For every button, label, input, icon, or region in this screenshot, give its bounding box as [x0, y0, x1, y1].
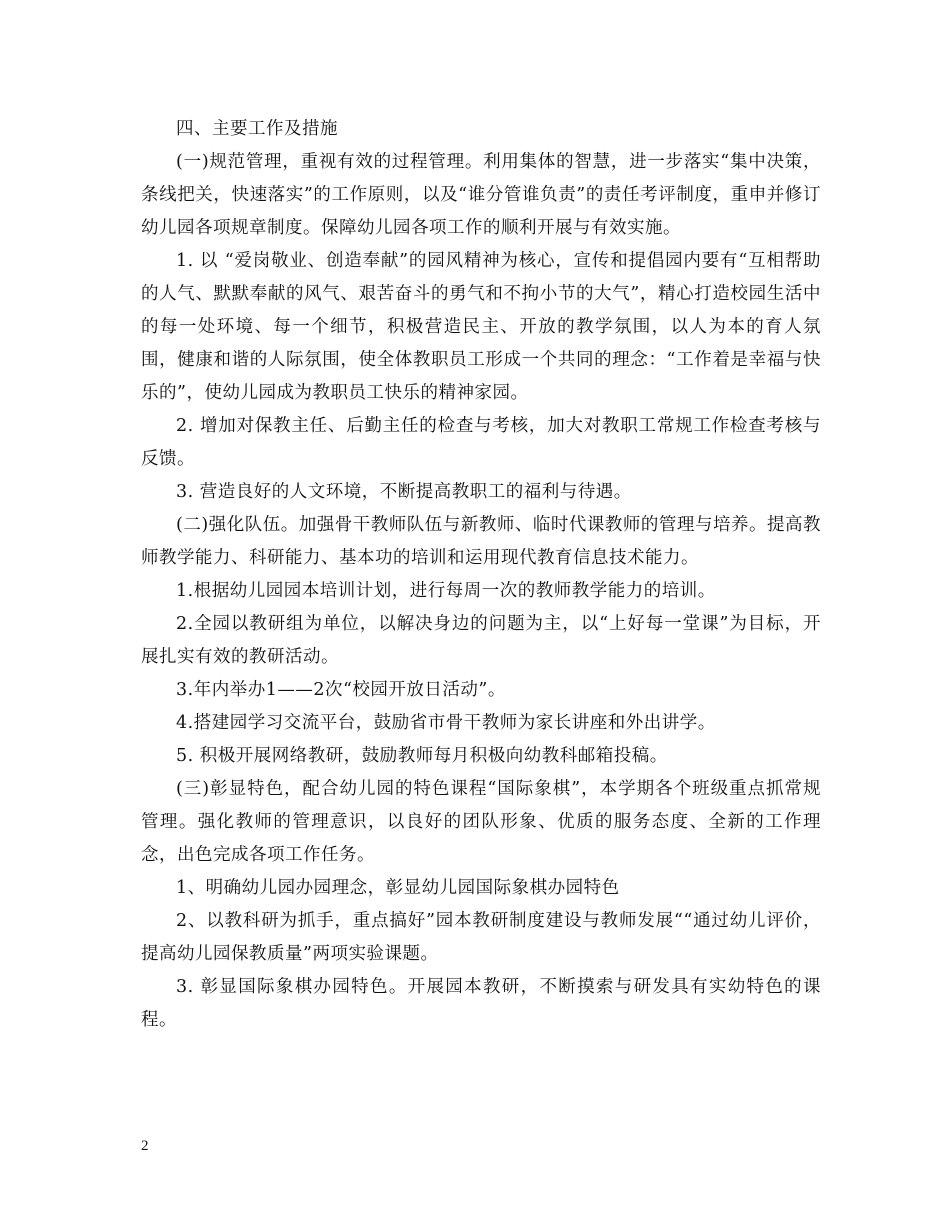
paragraph: (一)规范管理，重视有效的过程管理。利用集体的智慧，进一步落实“集中决策，条线把关，快速落实”的工作原则，以及“谁分管谁负责”的责任考评制度，重申并修订幼儿园各项规章制度。保障幼儿园各项工作的顺利开展与有效实施。 — [141, 152, 821, 238]
paragraph: 2. 增加对保教主任、后勤主任的检查与考核，加大对教职工常规工作检查考核与反馈。 — [141, 416, 821, 469]
paragraph: 3. 营造良好的人文环境，不断提高教职工的福利与待遇。 — [176, 482, 632, 502]
paragraph: 1. 以 “爱岗敬业、创造奉献”的园风精神为核心，宣传和提倡园内要有“互相帮助的人气、默默奉献的风气、艰苦奋斗的勇气和不拘小节的大气”，精心打造校园生活中的每一处环境、每一个细节，积极营造民主、开放的教学氛围，以人为本的育人氛围，健康和谐的人际氛围，使全体教职员工形成一个共同的理念：“工作着是幸福与快乐的”，使幼儿园成为教职员工快乐的精神家园。 — [141, 251, 821, 403]
paragraph: 5. 积极开展网络教研，鼓励教师每月积极向幼教科邮箱投稿。 — [176, 746, 668, 766]
paragraph: (二)强化队伍。加强骨干教师队伍与新教师、临时代课教师的管理与培养。提高教师教学能力、科研能力、基本功的培训和运用现代教育信息技术能力。 — [141, 515, 821, 568]
paragraph: 2、以教科研为抓手，重点搞好”园本教研制度建设与教师发展““通过幼儿评价，提高幼儿园保教质量”两项实验课题。 — [141, 911, 821, 964]
paragraph: (三)彰显特色，配合幼儿园的特色课程“国际象棋”，本学期各个班级重点抓常规管理。强化教师的管理意识，以良好的团队形象、优质的服务态度、全新的工作理念，出色完成各项工作任务。 — [141, 779, 821, 865]
document-body — [141, 113, 821, 1037]
paragraph: 3. 彰显国际象棋办园特色。开展园本教研，不断摸索与研发具有实幼特色的课程。 — [141, 977, 821, 1030]
paragraph: 1、明确幼儿园办园理念，彰显幼儿园国际象棋办园特色 — [176, 878, 620, 898]
paragraph: 2.全园以教研组为单位，以解决身边的问题为主，以“上好每一堂课”为目标，开展扎实有效的教研活动。 — [141, 614, 821, 667]
paragraph: 1.根据幼儿园园本培训计划，进行每周一次的教师教学能力的培训。 — [176, 581, 716, 601]
paragraph: 3.年内举办1——2次“校园开放日活动”。 — [176, 680, 506, 700]
section-heading: 四、主要工作及措施 — [176, 119, 338, 139]
page-number: 2 — [141, 1138, 149, 1154]
paragraph: 4.搭建园学习交流平台，鼓励省市骨干教师为家长讲座和外出讲学。 — [176, 713, 716, 733]
